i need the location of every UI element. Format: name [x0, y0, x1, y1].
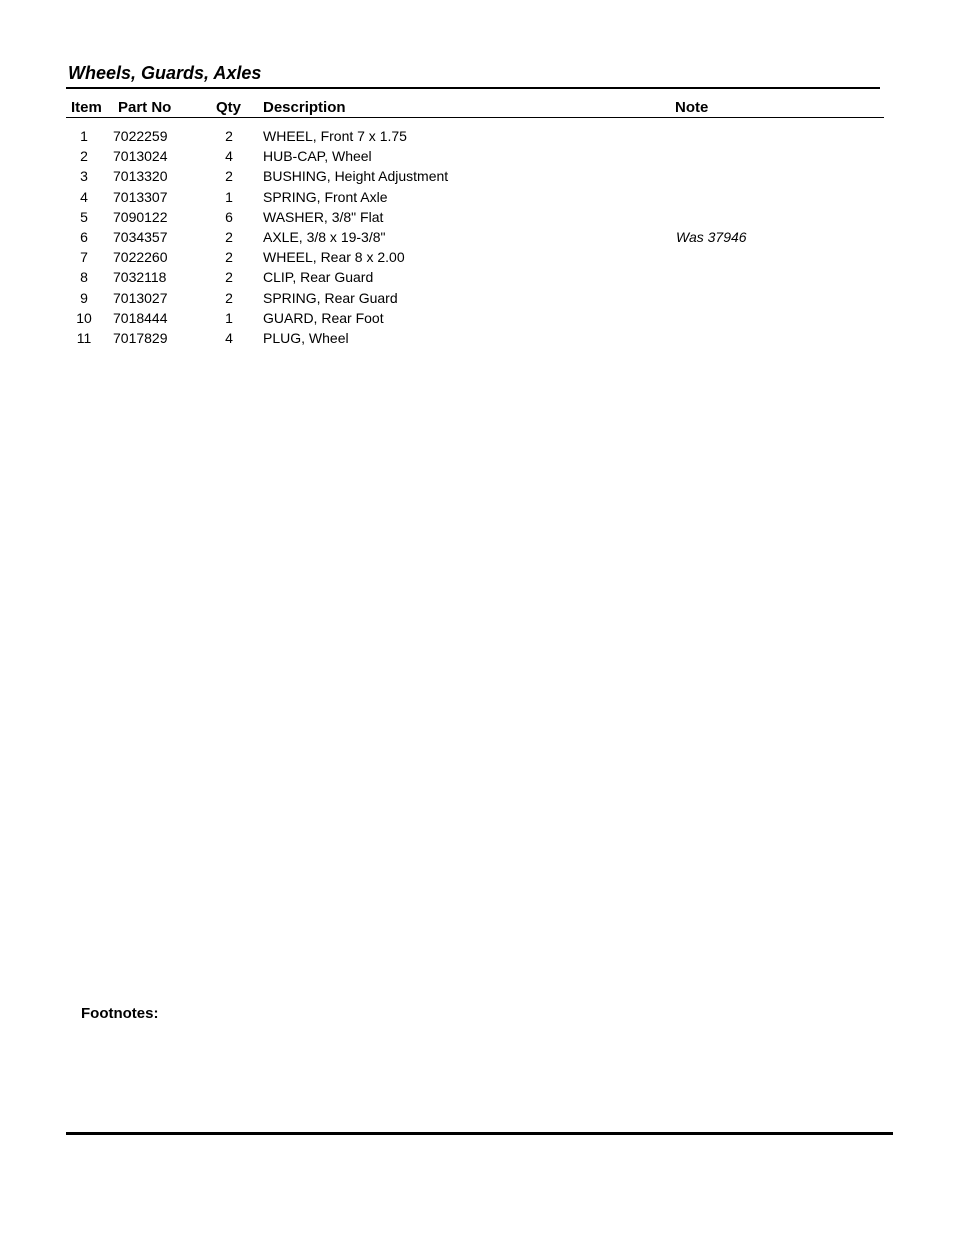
cell-description: AXLE, 3/8 x 19-3/8"	[263, 228, 386, 245]
table-row	[0, 247, 954, 267]
cell-description: WHEEL, Front 7 x 1.75	[263, 128, 407, 144]
table-row	[0, 227, 954, 247]
cell-part-no: 7013024	[113, 148, 168, 165]
header-qty: Qty	[216, 99, 242, 116]
cell-qty: 2	[225, 228, 233, 245]
cell-item: 4	[80, 188, 88, 205]
cell-part-no: 7013027	[113, 289, 168, 306]
cell-qty: 4	[225, 148, 233, 165]
cell-qty: 4	[225, 329, 233, 346]
cell-description: CLIP, Rear Guard	[263, 269, 374, 286]
table-row	[0, 288, 954, 308]
cell-item: 9	[80, 289, 88, 306]
cell-qty: 1	[225, 309, 233, 326]
table-row	[0, 207, 954, 227]
cell-description: BUSHING, Height Adjustment	[263, 168, 449, 185]
cell-part-no: 7013320	[113, 168, 168, 185]
cell-item: 3	[80, 168, 88, 185]
table-row	[0, 187, 954, 207]
cell-part-no: 7090122	[113, 208, 168, 225]
cell-description: GUARD, Rear Foot	[263, 309, 384, 326]
cell-item: 5	[80, 208, 88, 225]
footnotes-label: Footnotes:	[81, 1005, 159, 1022]
table-row	[0, 308, 954, 328]
cell-part-no: 7022260	[113, 249, 168, 266]
table-row	[0, 126, 954, 146]
cell-description: SPRING, Front Axle	[263, 188, 388, 205]
cell-qty: 2	[225, 289, 233, 306]
cell-item: 6	[80, 228, 88, 245]
parts-table-body	[0, 126, 954, 348]
table-row	[0, 328, 954, 348]
parts-table-header	[0, 99, 954, 117]
table-row	[0, 166, 954, 186]
cell-description: HUB-CAP, Wheel	[263, 148, 372, 165]
cell-item: 11	[76, 329, 92, 346]
cell-item: 10	[76, 309, 92, 326]
cell-note: Was 37946	[676, 228, 747, 245]
cell-item: 1	[80, 128, 88, 144]
cell-part-no: 7022259	[113, 128, 168, 144]
cell-part-no: 7017829	[113, 329, 168, 346]
header-part-no: Part No	[118, 99, 172, 116]
title-divider	[66, 87, 880, 89]
header-description: Description	[263, 99, 346, 116]
cell-description: WHEEL, Rear 8 x 2.00	[263, 249, 405, 266]
cell-description: WASHER, 3/8" Flat	[263, 208, 384, 225]
cell-part-no: 7034357	[113, 228, 168, 245]
table-row	[0, 267, 954, 287]
cell-description: PLUG, Wheel	[263, 329, 349, 346]
cell-description: SPRING, Rear Guard	[263, 289, 398, 306]
cell-item: 7	[80, 249, 88, 266]
page-title: Wheels, Guards, Axles	[68, 63, 262, 83]
page-bottom-divider	[66, 1132, 893, 1135]
cell-qty: 2	[225, 128, 233, 144]
header-item: Item	[71, 99, 102, 116]
cell-qty: 6	[225, 208, 233, 225]
cell-qty: 2	[225, 269, 233, 286]
cell-part-no: 7013307	[113, 188, 168, 205]
cell-item: 8	[80, 269, 88, 286]
header-divider	[66, 117, 884, 118]
table-row	[0, 146, 954, 166]
cell-item: 2	[80, 148, 88, 165]
cell-qty: 1	[225, 188, 233, 205]
cell-part-no: 7032118	[113, 269, 167, 286]
cell-qty: 2	[225, 249, 233, 266]
cell-qty: 2	[225, 168, 233, 185]
cell-part-no: 7018444	[113, 309, 168, 326]
header-note: Note	[675, 99, 709, 116]
